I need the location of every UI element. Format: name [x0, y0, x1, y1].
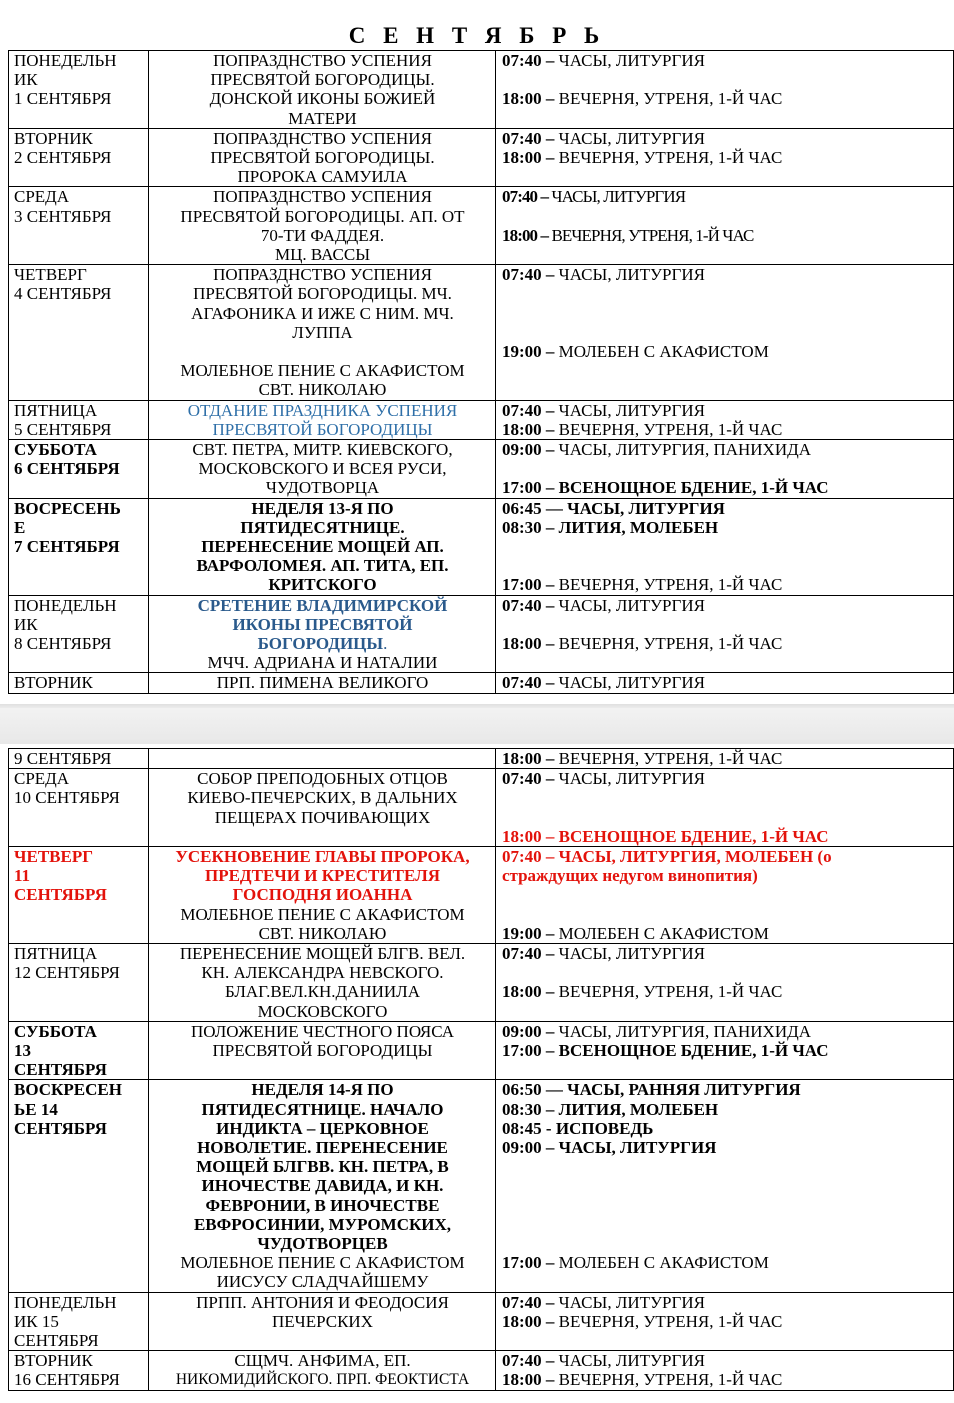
- service-time: 18:00: [502, 89, 542, 109]
- day-cell: [9, 673, 149, 693]
- service-time: 07:40: [502, 944, 542, 963]
- event-cell: [149, 400, 496, 439]
- page-divider: [0, 708, 954, 744]
- event-text: ПЯТИДЕСЯТНИЦЕ.: [240, 517, 405, 537]
- service-time: 07:40: [502, 673, 542, 693]
- event-text: КРИТСКОГО: [268, 575, 377, 595]
- event-text: ПРЕСВЯТОЙ БОГОРОДИЦЫ: [212, 1041, 433, 1061]
- service-time: 17:00: [502, 1253, 542, 1273]
- service-text: ЧАСЫ, ЛИТУРГИЯ: [558, 595, 705, 615]
- event-text: ИНОЧЕСТВЕ ДАВИДА, И КН.: [201, 1176, 444, 1196]
- date-label: ЬЕ 14: [14, 1099, 58, 1119]
- event-text: НЕДЕЛЯ 14-Я ПО: [251, 1080, 394, 1100]
- service-time: 18:00: [502, 1311, 542, 1331]
- table-row: [9, 749, 954, 769]
- event-text: ПЕРЕНЕСЕНИЕ МОЩЕЙ БЛГВ. ВЕЛ.: [179, 944, 466, 963]
- times-cell: 07:40 – ЧАСЫ, ЛИТУРГИЯ 18:00 – ВЕЧЕРНЯ, УТРЕНЯ, 1-Й ЧАС: [496, 944, 954, 1022]
- day-cell: [9, 769, 149, 847]
- service-text: ВЕЧЕРНЯ, УТРЕНЯ, 1-Й ЧАС: [558, 419, 783, 439]
- times-cell: 07:40 – ЧАСЫ, ЛИТУРГИЯ 18:00 – ВЕЧЕРНЯ, УТРЕНЯ, 1-Й ЧАС: [496, 1351, 954, 1390]
- service-time: 17:00: [502, 478, 542, 498]
- event-cell: [149, 1021, 496, 1080]
- date-label: 11: [14, 866, 31, 886]
- event-text: ПРЕДТЕЧИ И КРЕСТИТЕЛЯ: [204, 866, 441, 886]
- service-text: ЧАСЫ, ЛИТУРГИЯ, МОЛЕБЕН (о: [558, 846, 832, 866]
- service-text: ВЕЧЕРНЯ, УТРЕНЯ, 1-Й ЧАС: [558, 982, 783, 1002]
- service-text: ЧАСЫ, ЛИТУРГИЯ: [558, 944, 705, 963]
- table-row: [9, 265, 954, 400]
- event-text: КИЕВО-ПЕЧЕРСКИХ, В ДАЛЬНИХ: [187, 788, 458, 808]
- table-row: [9, 498, 954, 595]
- service-text: ЧАСЫ, ЛИТУРГИЯ: [558, 1292, 705, 1312]
- event-text: ПЯТИДЕСЯТНИЦЕ. НАЧАЛО: [201, 1099, 444, 1119]
- service-text: МОЛЕБЕН С АКАФИСТОМ: [558, 1253, 769, 1273]
- service-text: ЧАСЫ, ЛИТУРГИЯ, ПАНИХИДА: [558, 440, 811, 460]
- service-time: 19:00: [502, 923, 542, 943]
- service-time: 07:40: [502, 187, 538, 207]
- day-cell: [9, 440, 149, 499]
- day-label: ВОСКРЕСЕН: [14, 1080, 122, 1100]
- event-text: ИКОНЫ ПРЕСВЯТОЙ: [232, 614, 413, 634]
- day-label: ВТОРНИК: [14, 128, 93, 148]
- service-text: ВЕЧЕРНЯ, УТРЕНЯ, 1-Й ЧАС: [558, 89, 783, 109]
- separator: —: [541, 498, 568, 518]
- service-text: ЧАСЫ, РАННЯЯ ЛИТУРГИЯ: [567, 1080, 801, 1100]
- event-cell: [149, 1292, 496, 1351]
- event-cell: [149, 440, 496, 499]
- event-text: СЩМЧ. АНФИМА, ЕП.: [234, 1351, 411, 1371]
- event-text: МОСКОВСКОГО И ВСЕЯ РУСИ,: [198, 459, 447, 479]
- day-label: ПОНЕДЕЛЬН: [14, 595, 117, 615]
- service-text: МОЛЕБЕН С АКАФИСТОМ: [558, 342, 769, 361]
- day-label: СУББОТА: [14, 440, 97, 460]
- day-label: ЧЕТВЕРГ: [14, 846, 94, 866]
- date-label: 13: [14, 1041, 31, 1061]
- day-label: ПЯТНИЦА: [14, 944, 98, 963]
- schedule-table-page-1: [8, 50, 954, 694]
- event-text: ЧУДОТВОРЦА: [265, 478, 380, 498]
- day-label: СУББОТА: [14, 1021, 97, 1041]
- service-text: ЧАСЫ, ЛИТУРГИЯ: [558, 265, 705, 285]
- date-label: 10 СЕНТЯБРЯ: [14, 788, 120, 808]
- table-row: [9, 1292, 954, 1351]
- event-text: ПРЕСВЯТОЙ БОГОРОДИЦЫ. АП. ОТ: [180, 206, 465, 226]
- service-text: ВСЕНОЩНОЕ БДЕНИЕ, 1-Й ЧАС: [558, 1041, 829, 1061]
- service-time: 08:45: [502, 1118, 542, 1138]
- table-row: [9, 1021, 954, 1080]
- date-label: 6 СЕНТЯБРЯ: [14, 459, 120, 479]
- service-text: ЛИТИЯ, МОЛЕБЕН: [558, 1099, 719, 1119]
- event-text: УСЕКНОВЕНИЕ ГЛАВЫ ПРОРОКА,: [175, 846, 470, 866]
- event-text: СВТ. НИКОЛАЮ: [258, 380, 387, 400]
- times-cell: 07:40 – ЧАСЫ, ЛИТУРГИЯ 19:00 – МОЛЕБЕН С АКАФИСТОМ: [496, 265, 954, 400]
- service-time: 07:40: [502, 128, 542, 148]
- service-time: 17:00: [502, 1041, 542, 1061]
- service-text: ИСПОВЕДЬ: [555, 1118, 654, 1138]
- date-label: СЕНТЯБРЯ: [14, 1060, 107, 1080]
- table-row: [9, 400, 954, 439]
- event-text: МОЛЕБНОЕ ПЕНИЕ С АКАФИСТОМ: [180, 361, 465, 381]
- day-label: ПЯТНИЦА: [14, 400, 98, 420]
- event-cell: [149, 51, 496, 129]
- times-cell: 09:00 – ЧАСЫ, ЛИТУРГИЯ, ПАНИХИДА 17:00 – ВСЕНОЩНОЕ БДЕНИЕ, 1-Й ЧАС: [496, 1021, 954, 1080]
- service-time: 07:40: [502, 595, 542, 615]
- date-label: 3 СЕНТЯБРЯ: [14, 206, 112, 226]
- event-text: СРЕТЕНИЕ ВЛАДИМИРСКОЙ: [197, 595, 448, 615]
- service-time: 07:40: [502, 400, 542, 420]
- day-cell: [9, 944, 149, 1022]
- event-cell: [149, 1080, 496, 1292]
- event-cell: [149, 846, 496, 943]
- day-cell: [9, 846, 149, 943]
- day-cell: [9, 1021, 149, 1080]
- event-cell: [149, 749, 496, 769]
- table-row: [9, 51, 954, 129]
- event-text: МОЩЕЙ БЛГВВ. КН. ПЕТРА, В: [196, 1157, 449, 1177]
- event-text: ЧУДОТВОРЦЕВ: [257, 1234, 388, 1254]
- date-label: СЕНТЯБРЯ: [14, 1118, 107, 1138]
- times-cell: 07:40 – ЧАСЫ, ЛИТУРГИЯ 18:00 – ВЕЧЕРНЯ, УТРЕНЯ, 1-Й ЧАС: [496, 595, 954, 673]
- event-text: ПОПРАЗДНСТВО УСПЕНИЯ: [213, 187, 432, 207]
- event-cell: [149, 128, 496, 187]
- service-text: ВСЕНОЩНОЕ БДЕНИЕ, 1-Й ЧАС: [558, 478, 829, 498]
- service-time: 18:00: [502, 634, 542, 654]
- service-time: 07:40: [502, 51, 542, 70]
- event-text: ПЕРЕНЕСЕНИЕ МОЩЕЙ АП.: [201, 537, 444, 557]
- times-cell: 07:40 – ЧАСЫ, ЛИТУРГИЯ 18:00 – ВЕЧЕРНЯ, УТРЕНЯ, 1-Й ЧАС: [496, 128, 954, 187]
- service-text: ЧАСЫ, ЛИТУРГИЯ: [558, 769, 705, 789]
- date-label: 2 СЕНТЯБРЯ: [14, 148, 112, 168]
- day-label: ПОНЕДЕЛЬН: [14, 51, 117, 70]
- event-cell: СРЕТЕНИЕ ВЛАДИМИРСКОЙ ИКОНЫ ПРЕСВЯТОЙ БОГОРОДИЦЫ. МЧЧ. АДРИАНА И НАТАЛИИ: [149, 595, 496, 673]
- date-label: 5 СЕНТЯБРЯ: [14, 419, 112, 439]
- event-cell: [149, 944, 496, 1022]
- day-cell: [9, 51, 149, 129]
- times-cell: 07:40 – ЧАСЫ, ЛИТУРГИЯ 18:00 – ВЕЧЕРНЯ, УТРЕНЯ, 1-Й ЧАС: [496, 1292, 954, 1351]
- service-text: ЧАСЫ, ЛИТУРГИЯ: [567, 498, 725, 518]
- day-label: ВОСРЕСЕНЬ: [14, 498, 121, 518]
- day-cell: [9, 1351, 149, 1390]
- service-text: ВСЕНОЩНОЕ БДЕНИЕ, 1-Й ЧАС: [558, 826, 829, 846]
- service-text: ВЕЧЕРНЯ, УТРЕНЯ, 1-Й ЧАС: [558, 148, 783, 168]
- day-label: ВТОРНИК: [14, 673, 93, 693]
- event-text: ПРЕСВЯТОЙ БОГОРОДИЦЫ: [212, 419, 433, 439]
- service-time: 06:50: [502, 1080, 542, 1100]
- service-text: ВЕЧЕРНЯ, УТРЕНЯ, 1-Й ЧАС: [558, 1370, 783, 1390]
- event-text: СВТ. ПЕТРА, МИТР. КИЕВСКОГО,: [192, 440, 453, 460]
- service-time: 18:00: [502, 749, 542, 768]
- event-text: ЕВФРОСИНИИ, МУРОМСКИХ,: [193, 1214, 452, 1234]
- service-text: ЧАСЫ, ЛИТУРГИЯ: [551, 187, 686, 207]
- event-text: ПОЛОЖЕНИЕ ЧЕСТНОГО ПОЯСА: [191, 1021, 454, 1041]
- service-text: ЧАСЫ, ЛИТУРГИЯ: [558, 51, 705, 70]
- event-text: ФЕВРОНИИ, В ИНОЧЕСТВЕ: [205, 1195, 440, 1215]
- table-row: [9, 128, 954, 187]
- day-cell: [9, 749, 149, 769]
- event-text: ГОСПОДНЯ ИОАННА: [232, 885, 413, 905]
- table-row: [9, 440, 954, 499]
- day-cell: [9, 595, 149, 673]
- event-text: ПРПП. АНТОНИЯ И ФЕОДОСИЯ: [196, 1292, 449, 1312]
- service-time: 07:40: [502, 265, 542, 285]
- event-cell: [149, 265, 496, 400]
- times-cell: 07:40 – ЧАСЫ, ЛИТУРГИЯ 18:00 – ВЕЧЕРНЯ, УТРЕНЯ, 1-Й ЧАС: [496, 51, 954, 129]
- service-text: ВЕЧЕРНЯ, УТРЕНЯ, 1-Й ЧАС: [558, 575, 783, 595]
- service-time: 07:40: [502, 1351, 542, 1371]
- service-time: 19:00: [502, 342, 542, 361]
- service-text: ВЕЧЕРНЯ, УТРЕНЯ, 1-Й ЧАС: [558, 1311, 783, 1331]
- day-cell: [9, 128, 149, 187]
- service-time: 18:00: [502, 419, 542, 439]
- event-text: МАТЕРИ: [288, 108, 357, 128]
- event-text: ПЕЩЕРАХ ПОЧИВАЮЩИХ: [214, 807, 431, 827]
- event-text: ПРЕСВЯТОЙ БОГОРОДИЦЫ.: [210, 148, 435, 168]
- date-label: 1 СЕНТЯБРЯ: [14, 89, 112, 109]
- date-label: СЕНТЯБРЯ: [14, 885, 107, 905]
- day-cell: [9, 400, 149, 439]
- event-text: ЛУППА: [292, 322, 353, 342]
- day-label: ИК: [14, 614, 38, 634]
- event-text: ПОПРАЗДНСТВО УСПЕНИЯ: [213, 51, 432, 70]
- times-cell: 18:00 – ВЕЧЕРНЯ, УТРЕНЯ, 1-Й ЧАС: [496, 749, 954, 769]
- page-title: С Е Н Т Я Б Р Ь: [348, 23, 606, 48]
- event-text: СВТ. НИКОЛАЮ: [258, 923, 387, 943]
- event-cell: [149, 769, 496, 847]
- event-text: МОЛЕБНОЕ ПЕНИЕ С АКАФИСТОМ: [180, 904, 465, 924]
- event-text: ВАРФОЛОМЕЯ. АП. ТИТА, ЕП.: [196, 556, 449, 576]
- event-text: МОСКОВСКОГО: [257, 1001, 388, 1021]
- service-time: 18:00: [502, 982, 542, 1002]
- day-label: СРЕДА: [14, 769, 70, 789]
- schedule-table-page-2: [8, 748, 954, 1391]
- service-text: страждущих недугом винопития): [502, 866, 758, 886]
- service-time: 07:40: [502, 1292, 542, 1312]
- event-cell: [149, 498, 496, 595]
- event-text: БЛАГ.ВЕЛ.КН.ДАНИИЛА: [225, 982, 420, 1002]
- date-label: 9 СЕНТЯБРЯ: [14, 749, 112, 768]
- date-label: 12 СЕНТЯБРЯ: [14, 963, 120, 983]
- table-row: [9, 769, 954, 847]
- day-label: ЧЕТВЕРГ: [14, 265, 87, 285]
- event-text: ПЕЧЕРСКИХ: [272, 1311, 373, 1331]
- service-text: ЧАСЫ, ЛИТУРГИЯ, ПАНИХИДА: [558, 1021, 811, 1041]
- event-text: НОВОЛЕТИЕ. ПЕРЕНЕСЕНИЕ: [197, 1138, 448, 1158]
- day-label: Е: [14, 517, 26, 537]
- table-row: [9, 1080, 954, 1292]
- day-cell: [9, 498, 149, 595]
- event-text: ОТДАНИЕ ПРАЗДНИКА УСПЕНИЯ: [187, 400, 458, 420]
- day-label: ПОНЕДЕЛЬН: [14, 1292, 117, 1312]
- date-label: 8 СЕНТЯБРЯ: [14, 634, 112, 654]
- event-text: НИКОМИДИЙСКОГО. ПРП. ФЕОКТИСТА: [175, 1371, 470, 1389]
- table-row: [9, 846, 954, 943]
- event-text: ПОПРАЗДНСТВО УСПЕНИЯ: [213, 128, 432, 148]
- event-text: ИНДИКТА – ЦЕРКОВНОЕ: [216, 1118, 429, 1138]
- service-time: 06:45: [502, 498, 542, 518]
- event-text: ПРОРОКА САМУИЛА: [237, 167, 408, 187]
- event-text: ИИСУСУ СЛАДЧАЙШЕМУ: [216, 1272, 429, 1292]
- event-text: ПРЕСВЯТОЙ БОГОРОДИЦЫ.: [210, 70, 435, 90]
- service-text: ЧАСЫ, ЛИТУРГИЯ: [558, 1138, 717, 1158]
- service-time: 08:30: [502, 517, 542, 537]
- times-cell: 09:00 – ЧАСЫ, ЛИТУРГИЯ, ПАНИХИДА 17:00 – ВСЕНОЩНОЕ БДЕНИЕ, 1-Й ЧАС: [496, 440, 954, 499]
- service-text: ЛИТИЯ, МОЛЕБЕН: [558, 517, 719, 537]
- service-time: 09:00: [502, 1021, 542, 1041]
- separator: -: [541, 1118, 556, 1138]
- service-time: 08:30: [502, 1099, 542, 1119]
- event-text: СОБОР ПРЕПОДОБНЫХ ОТЦОВ: [197, 769, 448, 789]
- service-time: 09:00: [502, 1138, 542, 1158]
- table-row: [9, 673, 954, 693]
- service-text: ЧАСЫ, ЛИТУРГИЯ: [558, 673, 705, 693]
- times-cell: 07:40 – ЧАСЫ, ЛИТУРГИЯ: [496, 673, 954, 693]
- service-time: 18:00: [502, 225, 538, 245]
- table-row: [9, 187, 954, 265]
- day-cell: [9, 1292, 149, 1351]
- service-text: ЧАСЫ, ЛИТУРГИЯ: [558, 1351, 705, 1371]
- service-time: 18:00: [502, 148, 542, 168]
- times-cell: 07:40 – ЧАСЫ, ЛИТУРГИЯ 18:00 – ВЕЧЕРНЯ, УТРЕНЯ, 1-Й ЧАС: [496, 400, 954, 439]
- event-text: КН. АЛЕКСАНДРА НЕВСКОГО.: [201, 963, 444, 983]
- service-time: 09:00: [502, 440, 542, 460]
- event-text: БОГОРОДИЦЫ: [257, 634, 384, 654]
- service-text: ЧАСЫ, ЛИТУРГИЯ: [558, 400, 705, 420]
- service-time: 18:00: [502, 1370, 542, 1390]
- event-text: МЧЧ. АДРИАНА И НАТАЛИИ: [207, 653, 438, 673]
- event-cell: [149, 1351, 496, 1390]
- service-time: 07:40: [502, 846, 542, 866]
- day-label: СРЕДА: [14, 187, 70, 207]
- day-label: ВТОРНИК: [14, 1351, 93, 1371]
- day-cell: [9, 187, 149, 265]
- date-label: 7 СЕНТЯБРЯ: [14, 537, 120, 557]
- event-text: МЦ. ВАССЫ: [274, 245, 371, 265]
- event-text: 70-ТИ ФАДДЕЯ.: [260, 225, 385, 245]
- table-row: [9, 595, 954, 673]
- service-text: ВЕЧЕРНЯ, УТРЕНЯ, 1-Й ЧАС: [558, 634, 783, 654]
- date-label: 4 СЕНТЯБРЯ: [14, 284, 112, 304]
- date-label: ИК 15: [14, 1311, 59, 1331]
- service-time: 18:00: [502, 826, 542, 846]
- event-text: ПОПРАЗДНСТВО УСПЕНИЯ: [213, 265, 432, 285]
- separator: —: [541, 1080, 568, 1100]
- table-row: [9, 1351, 954, 1390]
- times-cell: 06:50 — ЧАСЫ, РАННЯЯ ЛИТУРГИЯ 08:30 – ЛИТИЯ, МОЛЕБЕН 08:45 - ИСПОВЕДЬ 09:00 – ЧАСЫ, ЛИТУРГИЯ 17:00 – МОЛЕБЕН С АКАФИСТОМ: [496, 1080, 954, 1292]
- times-cell: 07:40 – ЧАСЫ, ЛИТУРГИЯ 18:00 – ВЕЧЕРНЯ, УТРЕНЯ, 1-Й ЧАС: [496, 187, 954, 265]
- service-time: 17:00: [502, 575, 542, 595]
- event-cell: [149, 673, 496, 693]
- event-text: ПРЕСВЯТОЙ БОГОРОДИЦЫ. МЧ.: [193, 284, 452, 304]
- service-time: 07:40: [502, 769, 542, 789]
- times-cell: 06:45 — ЧАСЫ, ЛИТУРГИЯ 08:30 – ЛИТИЯ, МОЛЕБЕН 17:00 – ВЕЧЕРНЯ, УТРЕНЯ, 1-Й ЧАС: [496, 498, 954, 595]
- day-label: ИК: [14, 70, 38, 90]
- day-cell: [9, 265, 149, 400]
- service-text: ВЕЧЕРНЯ, УТРЕНЯ, 1-Й ЧАС: [551, 225, 754, 245]
- event-text: МОЛЕБНОЕ ПЕНИЕ С АКАФИСТОМ: [180, 1253, 465, 1273]
- event-text: НЕДЕЛЯ 13-Я ПО: [251, 498, 394, 518]
- date-label: 16 СЕНТЯБРЯ: [14, 1370, 120, 1390]
- service-text: ВЕЧЕРНЯ, УТРЕНЯ, 1-Й ЧАС: [558, 749, 783, 768]
- day-cell: [9, 1080, 149, 1292]
- times-cell: 07:40 – ЧАСЫ, ЛИТУРГИЯ, МОЛЕБЕН (о страждущих недугом винопития) 19:00 – МОЛЕБЕН С АКАФИСТОМ: [496, 846, 954, 943]
- date-label: СЕНТЯБРЯ: [14, 1331, 99, 1351]
- service-text: МОЛЕБЕН С АКАФИСТОМ: [558, 923, 769, 943]
- event-text: ДОНСКОЙ ИКОНЫ БОЖИЕЙ: [209, 89, 436, 109]
- table-row: [9, 944, 954, 1022]
- service-text: ЧАСЫ, ЛИТУРГИЯ: [558, 128, 705, 148]
- times-cell: 07:40 – ЧАСЫ, ЛИТУРГИЯ 18:00 – ВСЕНОЩНОЕ БДЕНИЕ, 1-Й ЧАС: [496, 769, 954, 847]
- event-text: АГАФОНИКА И ИЖЕ С НИМ. МЧ.: [191, 303, 454, 323]
- event-cell: [149, 187, 496, 265]
- event-text: ПРП. ПИМЕНА ВЕЛИКОГО: [216, 673, 429, 693]
